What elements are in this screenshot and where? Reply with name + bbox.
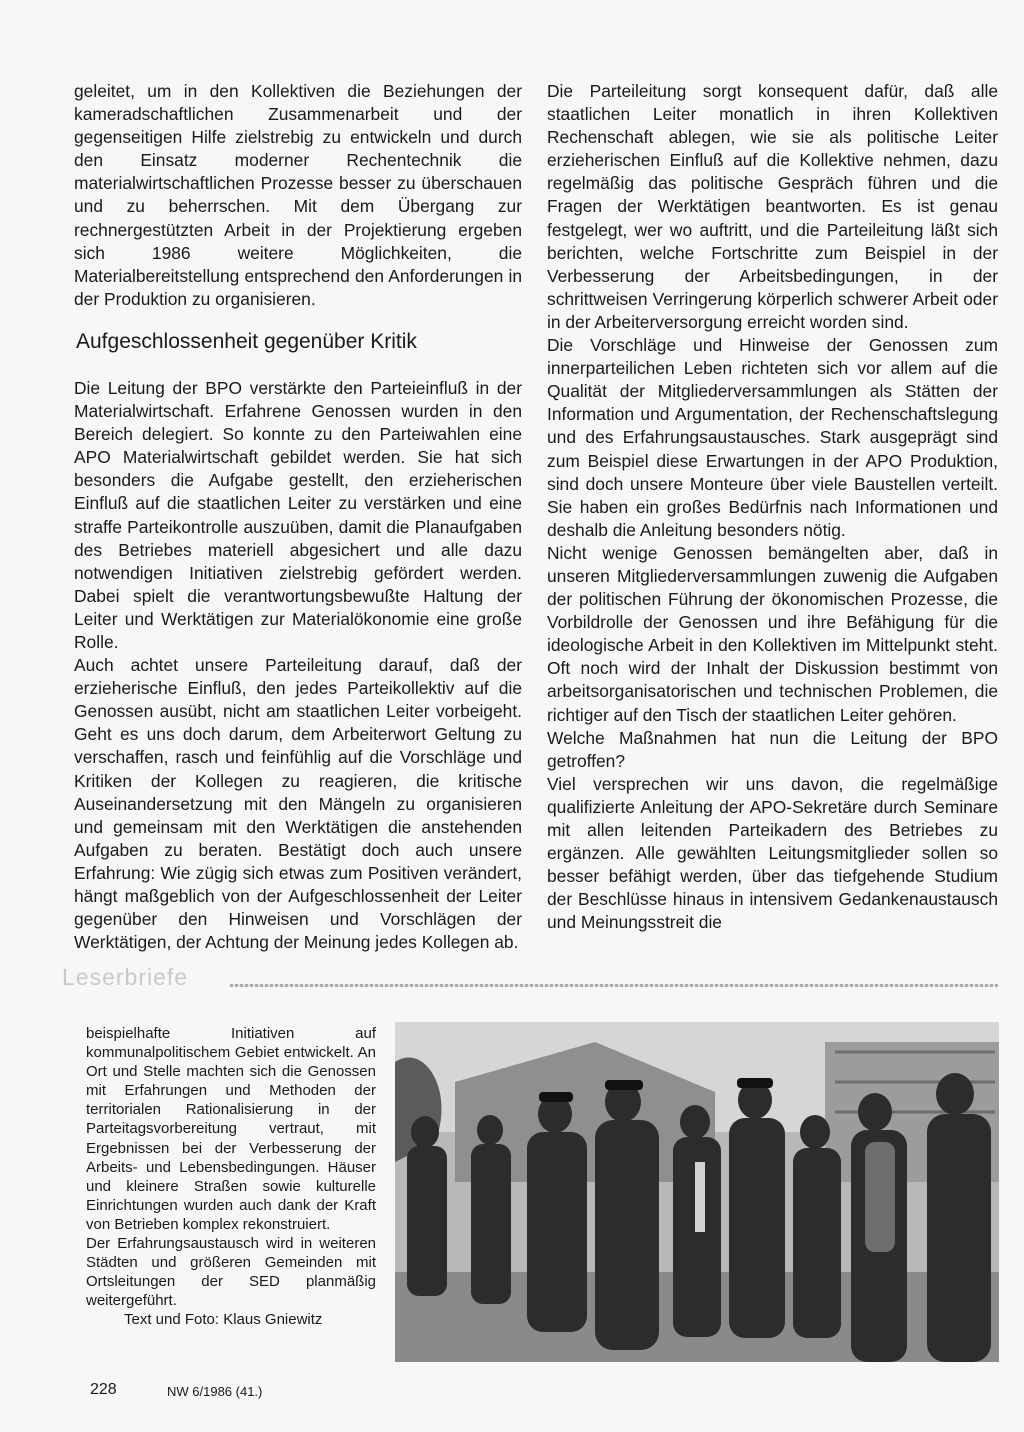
body-paragraph: Die Parteileitung sorgt konsequent dafür, daß alle staatlichen Leiter monatlich in ihren Kollektiven Rechenschaft ablegen, wie sie als politische Leiter erzieherischen Einfluß auf die Kollektive nehmen, dazu regelmäßig das politische Gespräch führen und die Fragen der Werktätigen beantworten. Es ist genau festgelegt, wer wo auftritt, und die Parteileitung läßt sich berichten, welche Fortschritte zum Beispiel in der Verbesserung der Arbeitsbedingungen, in der schrittweisen Verringerung körperlich schwerer Arbeit oder in der Arbeiterversorgung erreicht worden sind. <box>547 81 998 332</box>
right-column <box>547 80 998 934</box>
issue-reference: NW 6/1986 (41.) <box>167 1384 263 1399</box>
body-paragraph: Die Vorschläge und Hinweise der Genossen zum innerparteilichen Leben richteten sich vor allem auf die Qualität der Mitgliederversammlungen als Stätten der Information und Argumentation, der Rechenschaftslegung und des Erfahrungsaustausches. Stark ausgeprägt sind zum Beispiel diese Erwartungen in der APO Produktion, sind doch unsere Monteure über viele Baustellen verteilt. Sie haben ein großes Bedürfnis nach Informationen und deshalb die Anleitung besonders nötig. <box>547 335 998 540</box>
section-banner <box>62 962 998 992</box>
body-paragraph: Auch achtet unsere Parteileitung darauf, daß der erzieherische Einfluß, den jedes Parteikollektiv auf die Genossen ausübt, nicht am staatlichen Leiter vorbeigeht. Geht es uns doch darum, dem Arbeiterwort Geltung zu verschaffen, rasch und feinfühlig auf die Vorschläge und Kritiken der Kollegen zu reagieren, die kritische Auseinandersetzung mit den Mängeln zu organisieren und gemeinsam mit den Werktätigen die anstehenden Aufgaben zu beraten. Bestätigt doch auch unsere Erfahrung: Wie zügig sich etwas zum Positiven verändert, hängt maßgeblich von der Aufgeschlossenheit der Leiter gegenüber den Hinweisen und Vorschlägen der Werktätigen, der Achtung der Meinung jedes Kollegen ab. <box>74 655 522 953</box>
page-number: 228 <box>90 1381 117 1398</box>
body-paragraph: Viel versprechen wir uns davon, die regelmäßige qualifizierte Anleitung der APO-Sekretäre durch Seminare mit allen leitenden Parteikadern des Betriebes zu ergänzen. Alle gewählten Leitungsmitglieder sollen so besser befähigt werden, über das tiefgehende Studium der Beschlüsse hinaus in intensivem Gedankenaustausch und Meinungsstreit die <box>547 773 998 933</box>
letter-paragraph: Der Erfahrungsaustausch wird in weiteren Städten und größeren Gemeinden mit Ortsleitungen der SED planmäßig weitergeführt. <box>86 1235 376 1310</box>
body-paragraph: geleitet, um in den Kollektiven die Beziehungen der kameradschaftlichen Zusammenarbeit und der gegenseitigen Hilfe zielstrebig zu entwickeln und durch den Einsatz moderner Rechentechnik die materialwirtschaftlichen Prozesse besser zu überschauen und zu beherrschen. Mit dem Übergang zur rechnergestützten Arbeit in der Projektierung ergeben sich 1986 weitere Möglichkeiten, die Materialbereitstellung entsprechend den Anforderungen in der Produktion zu organisieren. <box>74 81 522 309</box>
body-paragraph: Welche Maßnahmen hat nun die Leitung der BPO getroffen? <box>547 727 998 771</box>
section-subheading: Aufgeschlossenheit gegenüber Kritik <box>76 329 417 353</box>
banner-label: Leserbriefe <box>62 964 189 990</box>
banner-rule <box>230 984 998 987</box>
body-paragraph: Die Leitung der BPO verstärkte den Parteieinfluß in der Materialwirtschaft. Erfahrene Genossen wurden in den Bereich delegiert. So konnte zu den Parteiwahlen eine APO Materialwirtschaft gebildet werden. Sie hat sich besonders die Aufgabe gestellt, den erzieherischen Einfluß auf die staatlichen Leiter zu verstärken und eine straffe Parteikontrolle auszuüben, damit die Planaufgaben des Betriebes materiell abgesichert und alle dazu notwendigen Initiativen zielstrebig gefördert werden. Dabei spielt die verantwortungsbewußte Haltung der Leiter und Werktätigen zur Materialökonomie eine große Rolle. <box>74 377 522 652</box>
letter-paragraph: beispielhafte Initiativen auf kommunalpolitischem Gebiet entwickelt. An Ort und Stelle machten sich die Genossen mit Erfahrungen und Methoden der territorialen Rationalisierung in der Parteitagsvorbereitung vertraut, mit Ergebnissen bei der Verbesserung der Arbeits- und Lebensbedingungen. Häuser und kleinere Straßen sowie kulturelle Einrichtungen wurden auch dank der Kraft von Betrieben komplex rekonstruiert. <box>86 1025 376 1233</box>
body-paragraph: Nicht wenige Genossen bemängelten aber, daß in unseren Mitgliederversammlungen zuwenig die Aufgaben der politischen Führung der ökonomischen Prozesse, die Vorbildrolle der Genossen und ihre Befähigung für die ideologische Arbeit in den Kollektiven im Mittelpunkt steht. Oft noch wird der Inhalt der Diskussion bestimmt von arbeitsorganisatorischen und technischen Problemen, die richtiger auf den Tisch der staatlichen Leiter gehören. <box>547 542 998 725</box>
photo-credit: Text und Foto: Klaus Gniewitz <box>124 1311 323 1329</box>
photo-illustration <box>395 1022 999 1362</box>
left-column <box>74 80 522 954</box>
reader-letter <box>86 1024 376 1330</box>
group-photo <box>395 1022 999 1362</box>
